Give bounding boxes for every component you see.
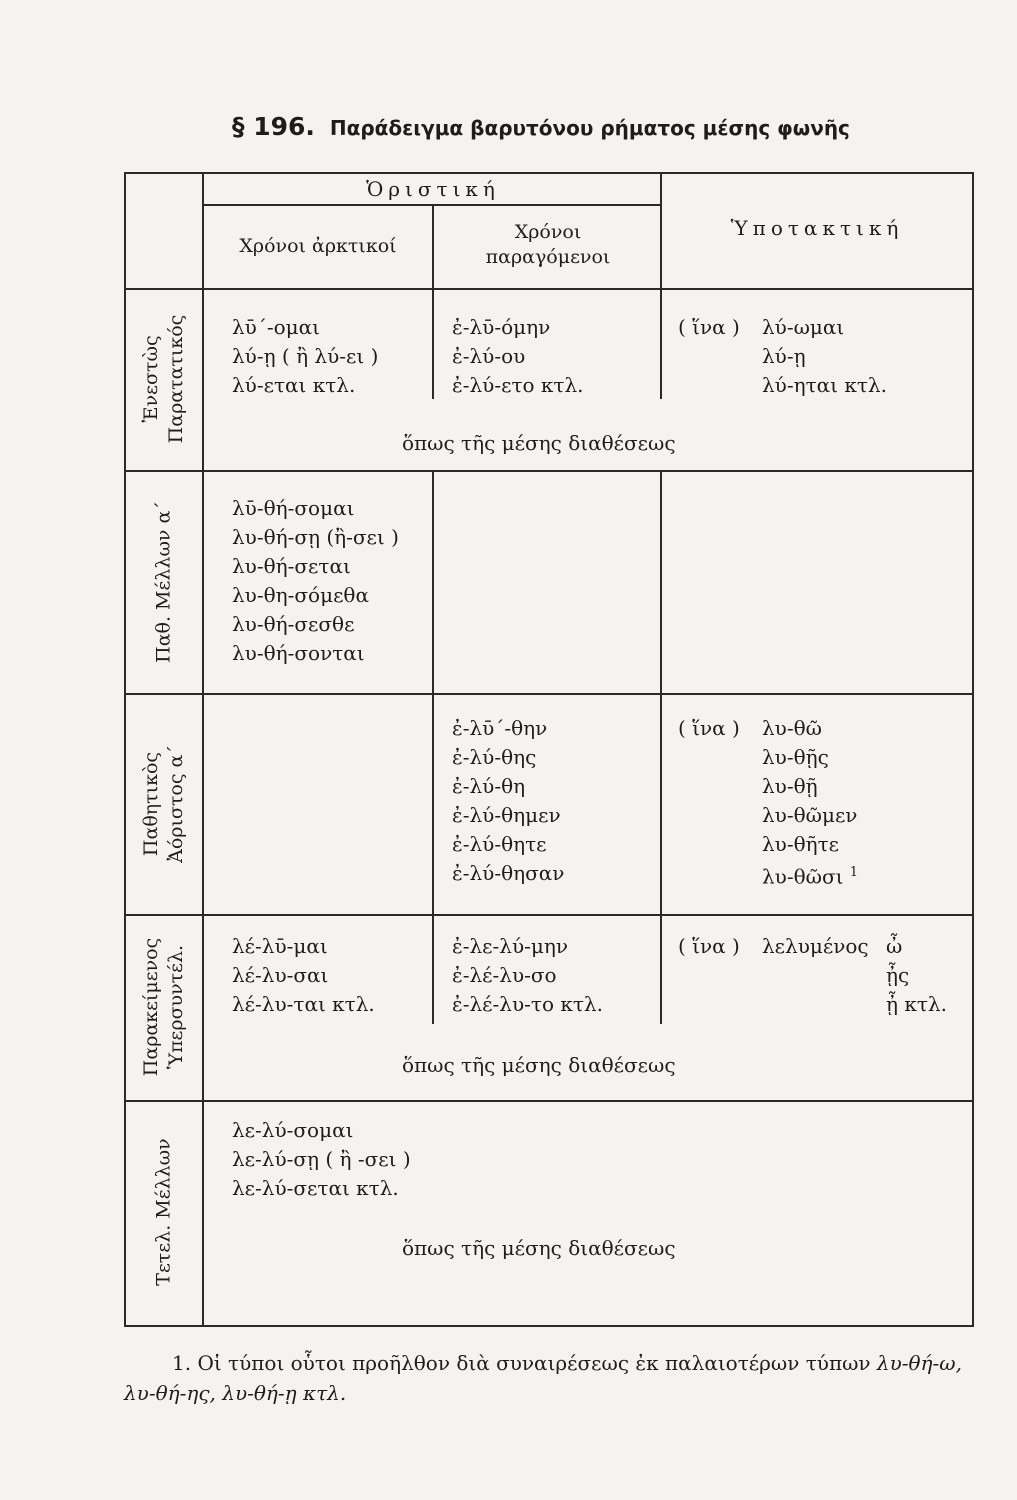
col-line-b-2	[660, 470, 662, 693]
footnote-forms-2: λυ-θή-ης, λυ-θή-ῃ κτλ.	[124, 1381, 347, 1405]
header-secondary-tenses-2: παραγόμενοι	[485, 246, 611, 268]
present-subj-ina: ( ἵνα )	[678, 315, 740, 339]
perfect-secondary-forms: ἐ-λε-λύ-μην ἐ-λέ-λυ-σο ἐ-λέ-λυ-το κτλ.	[452, 934, 603, 1016]
section-title: Παράδειγμα βαρυτόνου ρήματος μέσης φωνῆς	[329, 116, 850, 140]
aorist-passive-indicative-forms: ἐ-λῡ΄-θην ἐ-λύ-θης ἐ-λύ-θη ἐ-λύ-θημεν ἐ-λύ-θητε ἐ-λύ-θησαν	[452, 716, 565, 885]
footnote-marker: 1	[849, 865, 859, 880]
col-line-b-4	[660, 914, 662, 1024]
col-line-a-4	[432, 914, 434, 1024]
col-line-a-3	[432, 693, 434, 914]
perfect-subjunctive-forms: ὦ ᾖς ᾖ κτλ.	[886, 934, 947, 1016]
present-primary-forms: λῡ΄-ομαι λύ-ῃ ( ἢ λύ-ει ) λύ-εται κτλ.	[232, 315, 379, 397]
header-subjunctive: Ὑποτακτική	[730, 216, 904, 240]
perfect-primary-forms: λέ-λῡ-μαι λέ-λυ-σαι λέ-λυ-ται κτλ.	[232, 934, 375, 1016]
col-line-b-3	[660, 693, 662, 914]
row-divider-1	[126, 470, 972, 472]
perfect-middle-note: ὅπως τῆς μέσης διαθέσεως	[402, 1053, 676, 1077]
col-line-b-1	[660, 174, 662, 399]
present-subjunctive-forms: λύ-ωμαι λύ-ῃ λύ-ηται κτλ.	[762, 315, 887, 397]
row-divider-3	[126, 914, 972, 916]
perfect-subj-ina: ( ἵνα )	[678, 934, 740, 958]
aorist-subj-ina: ( ἵνα )	[678, 716, 740, 740]
header-primary-tenses: Χρόνοι ἀρκτικοί	[239, 235, 397, 257]
perfect-subj-participle: λελυμένος	[762, 934, 869, 958]
footnote	[124, 1348, 974, 1408]
section-number: § 196.	[232, 112, 315, 141]
footnote-text: 1. Οἱ τύποι οὗτοι προῆλθον διὰ συναιρέσεως ἐκ παλαιοτέρων τύπων	[172, 1351, 871, 1375]
section-heading	[232, 112, 932, 141]
present-middle-note: ὅπως τῆς μέσης διαθέσεως	[402, 431, 676, 455]
conjugation-table: Ὁριστική Χρόνοι ἀρκτικοί Χρόνοι παραγόμενοι Ὑποτακτική Ἐνεστὼς Παρατατικός λῡ΄-ομαι λύ-ῃ ( ἢ λύ-ει ) λύ-εται κτλ. ἐ-λῡ-όμην ἐ-λύ-ου ἐ-λύ-ετο κτλ. ( ἵνα ) λύ-ωμαι λύ-ῃ λύ-ηται κτλ. ὅπως τῆς μέσης διαθέσεως Παθ. Μέλλων α΄ λῡ-θή-σομαι λυ-θή-σῃ (ἢ-σει ) λυ-θή-σεται λυ-θη-σόμεθα λυ-θή-σεσθε λυ-θή-σονται Παθητικὸς Ἀόριστος α΄ ἐ-λῡ΄-θην ἐ-λύ-θης ἐ-λύ-θη ἐ-λύ-θημεν ἐ-λύ-θητε ἐ-λύ-θησαν ( ἵνα ) λυ-θῶ λυ-θῇς λυ-θῇ λυ-θῶμεν λυ-θῆτε λυ-θῶσι $^1$ Παρακείμενος Ὑπερσυντέλ. λέ-λῡ-μαι λέ-λυ-σαι λέ-λυ-ται κτλ. ἐ-λε-λύ-μην ἐ-λέ-λυ-σο ἐ-λέ-λυ-το κτλ. ( ἵνα ) λελυμένος ὦ ᾖς ᾖ κτλ. ὅπως τῆς μέσης διαθέσεως Τετελ. Μέλλων λε-λύ-σομαι λε-λύ-σῃ ( ἢ -σει ) λε-λύ-σεται κτλ. ὅπως τῆς μέσης διαθέσεως	[124, 172, 974, 1327]
label-column-line	[202, 174, 204, 1325]
future-perfect-forms: λε-λύ-σομαι λε-λύ-σῃ ( ἢ -σει ) λε-λύ-σεται κτλ.	[232, 1118, 411, 1200]
col-line-a-2	[432, 470, 434, 693]
header-indicative: Ὁριστική	[366, 177, 500, 201]
future-perfect-middle-note: ὅπως τῆς μέσης διαθέσεως	[402, 1236, 676, 1260]
future-passive-forms: λῡ-θή-σομαι λυ-θή-σῃ (ἢ-σει ) λυ-θή-σεται λυ-θη-σόμεθα λυ-θή-σεσθε λυ-θή-σονται	[232, 496, 399, 665]
header-secondary-tenses-1: Χρόνοι	[514, 221, 582, 243]
row-divider-2	[126, 693, 972, 695]
present-secondary-forms: ἐ-λῡ-όμην ἐ-λύ-ου ἐ-λύ-ετο κτλ.	[452, 315, 584, 397]
header-bottom-line	[126, 288, 972, 290]
aorist-passive-subjunctive-forms: λυ-θῶ λυ-θῇς λυ-θῇ λυ-θῶμεν λυ-θῆτε λυ-θῶσι $^1$	[762, 716, 859, 889]
row-divider-4	[126, 1100, 972, 1102]
footnote-forms-1: λυ-θή-ω,	[876, 1351, 962, 1375]
